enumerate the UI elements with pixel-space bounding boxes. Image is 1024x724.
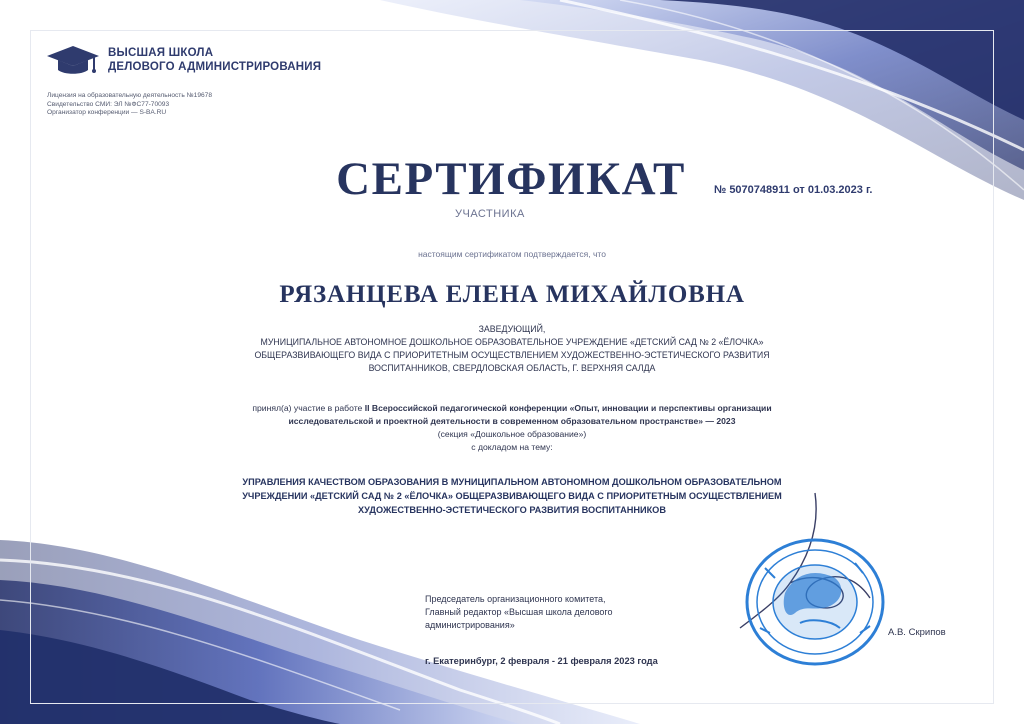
position-block — [0, 323, 1024, 375]
place-date: г. Екатеринбург, 2 февраля - 21 февраля 2023 года — [425, 656, 658, 666]
issuer-name — [108, 46, 321, 74]
graduation-cap-icon — [46, 44, 100, 78]
license-info — [47, 92, 212, 118]
position-line: ЗАВЕДУЮЩИЙ, — [478, 324, 546, 334]
signer-role — [425, 593, 613, 632]
topic-line: УЧРЕЖДЕНИИ «ДЕТСКИЙ САД № 2 «ЁЛОЧКА» ОБЩЕРАЗВИВАЮЩЕГО ВИДА С ПРИОРИТЕТНЫМ ОСУЩЕСТВЛЕНИЕМ — [242, 491, 782, 501]
certificate-subtitle: УЧАСТНИКА — [455, 208, 525, 220]
signer-role-line: Председатель организационного комитета, — [425, 594, 606, 604]
signer-role-line: Главный редактор «Высшая школа делового — [425, 607, 613, 617]
signer-role-line: администрирования» — [425, 620, 515, 630]
license-line: Организатор конференции — S-BA.RU — [47, 109, 167, 117]
round-seal-icon — [745, 538, 885, 668]
confirm-text: настоящим сертификатом подтверждается, что — [418, 249, 606, 259]
issuer-name-line1: ВЫСШАЯ ШКОЛА — [108, 47, 214, 59]
position-line: ВОСПИТАННИКОВ, СВЕРДЛОВСКАЯ ОБЛАСТЬ, Г. ВЕРХНЯЯ САЛДА — [368, 363, 656, 373]
conference-name-line2: исследовательской и проектной деятельности в современном образовательном пространстве» — 2023 — [288, 416, 736, 426]
license-line: Лицензия на образовательную деятельность №19678 — [47, 92, 212, 99]
certificate-title-text: СЕРТИФИКАТ — [336, 153, 686, 205]
participation-prefix: принял(а) участие в работе — [252, 403, 365, 413]
signer-name: А.В. Скрипов — [888, 627, 946, 638]
person-name: РЯЗАНЦЕВА ЕЛЕНА МИХАЙЛОВНА — [279, 281, 745, 308]
conference-name-line1: II Всероссийской педагогической конференции «Опыт, инновации и перспективы организации — [364, 403, 772, 413]
certificate-number: № 5070748911 от 01.03.2023 г. — [714, 184, 873, 196]
license-line: Свидетельство СМИ: ЭЛ №ФС77-70093 — [47, 100, 170, 108]
position-line: ОБЩЕРАЗВИВАЮЩЕГО ВИДА С ПРИОРИТЕТНЫМ ОСУЩЕСТВЛЕНИЕМ ХУДОЖЕСТВЕННО-ЭСТЕТИЧЕСКОГО РАЗВИТИЯ — [254, 350, 770, 360]
issuer-name-line2: ДЕЛОВОГО АДМИНИСТРИРОВАНИЯ — [108, 61, 322, 73]
topic-line: ХУДОЖЕСТВЕННО-ЭСТЕТИЧЕСКОГО РАЗВИТИЯ ВОСПИТАННИКОВ — [358, 505, 666, 515]
conference-section: (секция «Дошкольное образование») — [437, 429, 587, 439]
topic-line: УПРАВЛЕНИЯ КАЧЕСТВОМ ОБРАЗОВАНИЯ В МУНИЦИПАЛЬНОМ АВТОНОМНОМ ДОШКОЛЬНОМ ОБРАЗОВАТЕЛЬНОМ — [242, 477, 782, 487]
report-intro: с докладом на тему: — [471, 442, 553, 452]
position-line: МУНИЦИПАЛЬНОЕ АВТОНОМНОЕ ДОШКОЛЬНОЕ ОБРАЗОВАТЕЛЬНОЕ УЧРЕЖДЕНИЕ «ДЕТСКИЙ САД № 2 «ЁЛОЧКА» — [260, 337, 764, 347]
certificate-title — [0, 152, 1024, 206]
participation-block — [0, 402, 1024, 454]
